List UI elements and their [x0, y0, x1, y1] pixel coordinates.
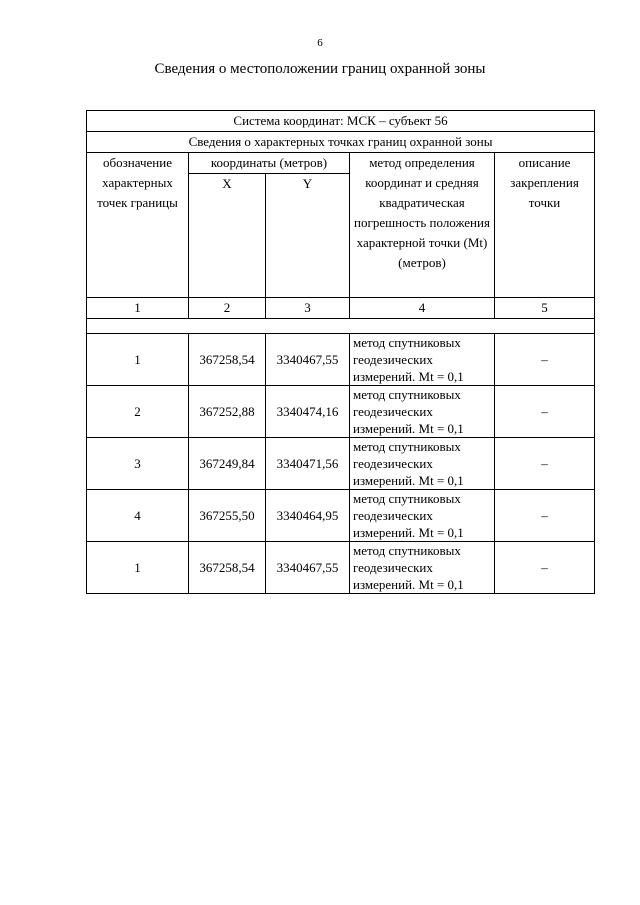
- point-designation: 4: [87, 490, 189, 542]
- method-cell: метод спутниковых геодезических измерений. Mt = 0,1: [350, 542, 495, 594]
- column-number: 4: [350, 298, 495, 319]
- description-cell: –: [495, 490, 595, 542]
- column-number: 2: [189, 298, 266, 319]
- method-cell: метод спутниковых геодезических измерений. Mt = 0,1: [350, 386, 495, 438]
- column-number: 1: [87, 298, 189, 319]
- description-cell: –: [495, 438, 595, 490]
- coordinate-x: 367255,50: [189, 490, 266, 542]
- table-row: [87, 334, 595, 386]
- empty-cell: [87, 319, 595, 334]
- column-number: 3: [266, 298, 350, 319]
- method-cell: метод спутниковых геодезических измерений. Mt = 0,1: [350, 490, 495, 542]
- table-row: [87, 542, 595, 594]
- coordinate-x: 367252,88: [189, 386, 266, 438]
- coordinate-y: 3340464,95: [266, 490, 350, 542]
- coordinate-x: 367249,84: [189, 438, 266, 490]
- method-cell: метод спутниковых геодезических измерений. Mt = 0,1: [350, 438, 495, 490]
- coordinate-x: 367258,54: [189, 542, 266, 594]
- column-header-x: X: [189, 174, 266, 298]
- points-info-header: Сведения о характерных точках границ охранной зоны: [87, 132, 595, 153]
- point-designation: 1: [87, 334, 189, 386]
- description-cell: –: [495, 334, 595, 386]
- coordinate-y: 3340474,16: [266, 386, 350, 438]
- coordinate-y: 3340471,56: [266, 438, 350, 490]
- coordinate-x: 367258,54: [189, 334, 266, 386]
- table-row: [87, 490, 595, 542]
- empty-separator-row: [87, 319, 595, 334]
- coordinate-y: 3340467,55: [266, 334, 350, 386]
- table-points-header-row: [87, 132, 595, 153]
- page-number: 6: [317, 37, 323, 49]
- method-cell: метод спутниковых геодезических измерений. Mt = 0,1: [350, 334, 495, 386]
- table-row: [87, 386, 595, 438]
- column-header-designation: обозначение характерных точек границы: [87, 153, 189, 298]
- column-header-description: описание закрепления точки: [495, 153, 595, 298]
- description-cell: –: [495, 542, 595, 594]
- column-header-method: метод определения координат и средняя квадратическая погрешность положения характерной точки (Mt) (метров): [350, 153, 495, 298]
- description-cell: –: [495, 386, 595, 438]
- table-row: [87, 438, 595, 490]
- point-designation: 1: [87, 542, 189, 594]
- column-header-coordinates: координаты (метров): [189, 153, 350, 174]
- document-title: Сведения о местоположении границ охранной зоны: [154, 61, 486, 77]
- point-designation: 3: [87, 438, 189, 490]
- coordinate-y: 3340467,55: [266, 542, 350, 594]
- boundary-points-table: [86, 110, 595, 594]
- table-column-header-row: [87, 153, 595, 174]
- column-numbers-row: [87, 298, 595, 319]
- table-system-header-row: [87, 111, 595, 132]
- column-number: 5: [495, 298, 595, 319]
- point-designation: 2: [87, 386, 189, 438]
- coordinate-system-header: Система координат: МСК – субъект 56: [87, 111, 595, 132]
- column-header-y: Y: [266, 174, 350, 298]
